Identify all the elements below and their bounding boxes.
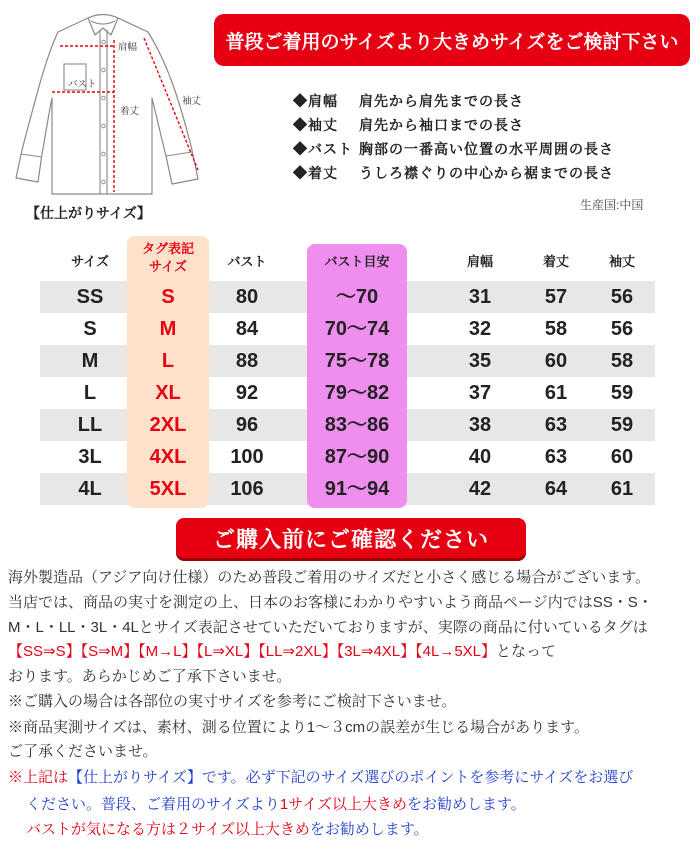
size-table-title: 【仕上がりサイズ】 bbox=[26, 205, 151, 221]
diagram-label-bust: バスト bbox=[68, 79, 97, 90]
header-bust: バスト bbox=[227, 254, 267, 269]
notice-line: おります。あらかじめご了承下さいませ。 bbox=[8, 668, 292, 685]
recommendation-line bbox=[26, 819, 429, 841]
definition-text: 肩先から肩先までの長さ bbox=[359, 93, 524, 109]
header-bust-guide: バスト目安 bbox=[324, 254, 390, 269]
recommendation-text: をお勧めします。 bbox=[406, 796, 526, 813]
size-advice-banner bbox=[214, 14, 690, 66]
length-cell: 63 bbox=[544, 414, 568, 436]
table-row bbox=[40, 441, 655, 473]
definition-text: 胸部の一番高い位置の水平周囲の長さ bbox=[359, 141, 614, 157]
bust-cell: 92 bbox=[235, 382, 259, 404]
pre-purchase-notice-banner-text: ご購入前にご確認ください bbox=[212, 526, 489, 552]
table-row bbox=[40, 473, 655, 505]
definition-text: うしろ襟ぐりの中心から裾までの長さ bbox=[359, 165, 614, 181]
shoulder-cell: 37 bbox=[468, 382, 492, 404]
header-shoulder: 肩幅 bbox=[466, 254, 493, 269]
notice-line: ※ご購入の場合は各部位の実寸サイズを参考にご検討下さいませ。 bbox=[8, 693, 457, 710]
shoulder-cell: 40 bbox=[468, 446, 492, 468]
sleeve-cell: 59 bbox=[610, 382, 634, 404]
size-cell: LL bbox=[77, 414, 103, 436]
recommendation-prefix: ※上記は bbox=[8, 769, 69, 786]
recommendation-emphasis: 1サイズ以上大きめ bbox=[279, 796, 407, 813]
header-tag-size-line2: サイズ bbox=[149, 259, 187, 274]
tag-size-cell: L bbox=[161, 350, 175, 372]
size-cell: 3L bbox=[78, 446, 102, 468]
recommendation-condition: バストが気になる方は bbox=[26, 821, 177, 838]
sleeve-cell: 56 bbox=[610, 286, 634, 308]
bust-guide-cell: 91～94 bbox=[324, 478, 390, 500]
tag-size-cell: S bbox=[161, 286, 175, 308]
definition-item bbox=[293, 137, 688, 161]
shoulder-cell: 42 bbox=[468, 478, 492, 500]
definition-item bbox=[293, 89, 688, 113]
shoulder-cell: 31 bbox=[468, 286, 492, 308]
notice-line: 当店では、商品の実寸を測定の上、日本のお客様にわかりやすいよう商品ページ内ではSS・S・ bbox=[8, 594, 653, 611]
bust-cell: 96 bbox=[235, 414, 259, 436]
definition-label: ◆着丈 bbox=[293, 165, 338, 181]
definition-label: ◆バスト bbox=[293, 141, 353, 157]
sleeve-cell: 59 bbox=[610, 414, 634, 436]
tag-size-cell: 2XL bbox=[149, 414, 187, 436]
recommendation-line bbox=[26, 794, 526, 816]
size-cell: M bbox=[81, 350, 99, 372]
sleeve-cell: 58 bbox=[610, 350, 634, 372]
length-cell: 58 bbox=[544, 318, 568, 340]
tag-size-cell: M bbox=[159, 318, 177, 340]
header-length: 着丈 bbox=[542, 254, 569, 269]
sleeve-cell: 60 bbox=[610, 446, 634, 468]
shirt-button bbox=[102, 152, 106, 156]
bust-cell: 106 bbox=[230, 478, 264, 500]
shirt-button bbox=[102, 68, 106, 72]
shirt-button bbox=[102, 40, 106, 44]
bust-guide-cell: 83～86 bbox=[324, 414, 390, 436]
sleeve-cell: 61 bbox=[610, 478, 634, 500]
definition-label: ◆袖丈 bbox=[293, 117, 338, 133]
header-size: サイズ bbox=[71, 254, 109, 269]
shoulder-cell: 35 bbox=[468, 350, 492, 372]
recommendation-text: 【仕上がりサイズ】です。必ず下記のサイズ選びのポイントを参考にサイズをお選び bbox=[68, 769, 634, 786]
definition-item bbox=[293, 161, 688, 185]
bust-cell: 80 bbox=[235, 286, 259, 308]
bust-cell: 100 bbox=[230, 446, 264, 468]
bust-guide-cell: 75～78 bbox=[324, 350, 390, 372]
bust-guide-cell: ～70 bbox=[335, 286, 379, 308]
diagram-label-shoulder: 肩幅 bbox=[118, 42, 138, 53]
table-row bbox=[40, 345, 655, 377]
recommendation-text: ください。普段、ご着用のサイズより bbox=[26, 796, 280, 813]
diagram-label-length: 着丈 bbox=[120, 106, 140, 117]
sleeve-cell: 56 bbox=[610, 318, 634, 340]
length-cell: 57 bbox=[544, 286, 568, 308]
shoulder-cell: 32 bbox=[468, 318, 492, 340]
shirt-button bbox=[102, 124, 106, 128]
table-row bbox=[40, 377, 655, 409]
table-row bbox=[40, 313, 655, 345]
notice-line: 海外製造品（アジア向け仕様）のため普段ご着用のサイズだと小さく感じる場合がございます。 bbox=[8, 569, 651, 586]
definition-label: ◆肩幅 bbox=[293, 93, 338, 109]
country-of-origin: 生産国:中国 bbox=[580, 198, 644, 212]
recommendation-emphasis: ２サイズ以上大きめ bbox=[176, 821, 310, 838]
recommendation-line bbox=[8, 767, 633, 789]
size-cell: 4L bbox=[78, 478, 102, 500]
bust-cell: 84 bbox=[235, 318, 259, 340]
shirt-diagram bbox=[2, 2, 212, 200]
notice-line: M・L・LL・3L・4Lとサイズ表記させていただいておりますが、実際の商品に付いているタグは bbox=[8, 619, 648, 636]
tag-size-cell: 4XL bbox=[149, 446, 187, 468]
size-advice-banner-text: 普段ご着用のサイズより大きめサイズをご検討下さい bbox=[225, 31, 679, 53]
tag-size-cell: XL bbox=[155, 382, 181, 404]
tag-size-cell: 5XL bbox=[149, 478, 187, 500]
table-row bbox=[40, 281, 655, 313]
length-cell: 63 bbox=[544, 446, 568, 468]
notice-line: ご了承くださいませ。 bbox=[8, 743, 158, 760]
bust-guide-cell: 87～90 bbox=[324, 446, 390, 468]
size-cell: SS bbox=[76, 286, 104, 308]
diagram-label-sleeve: 袖丈 bbox=[182, 96, 202, 107]
length-cell: 60 bbox=[544, 350, 568, 372]
size-cell: S bbox=[83, 318, 97, 340]
size-cell: L bbox=[83, 382, 97, 404]
bust-guide-cell: 79～82 bbox=[324, 382, 390, 404]
definition-item bbox=[293, 113, 688, 137]
shoulder-cell: 38 bbox=[468, 414, 492, 436]
measurement-definitions bbox=[293, 89, 688, 185]
length-cell: 64 bbox=[544, 478, 568, 500]
notice-line-continuation: となって bbox=[496, 643, 557, 660]
notice-line: ※商品実測サイズは、素材、測る位置により1～３cmの誤差が生じる場合があります。 bbox=[8, 719, 589, 736]
header-tag-size-line1: タグ表記 bbox=[141, 241, 194, 256]
bust-cell: 88 bbox=[235, 350, 259, 372]
header-sleeve: 袖丈 bbox=[608, 254, 635, 269]
notice-line-tag-mapping bbox=[8, 641, 556, 663]
pre-purchase-notice-banner bbox=[176, 518, 526, 558]
recommendation-text: をお勧めします。 bbox=[309, 821, 429, 838]
definition-text: 肩先から袖口までの長さ bbox=[359, 117, 524, 133]
table-row bbox=[40, 409, 655, 441]
shirt-button bbox=[102, 180, 106, 184]
length-cell: 61 bbox=[544, 382, 568, 404]
header-tag-size bbox=[128, 240, 208, 276]
size-table-header bbox=[40, 241, 655, 278]
bust-guide-cell: 70～74 bbox=[324, 318, 390, 340]
shirt-button bbox=[102, 96, 106, 100]
tag-mapping-text: 【SS⇒S】【S⇒M】【M→L】【L⇒XL】【LL⇒2XL】【3L⇒4XL】【4L→5XL】 bbox=[8, 643, 497, 660]
